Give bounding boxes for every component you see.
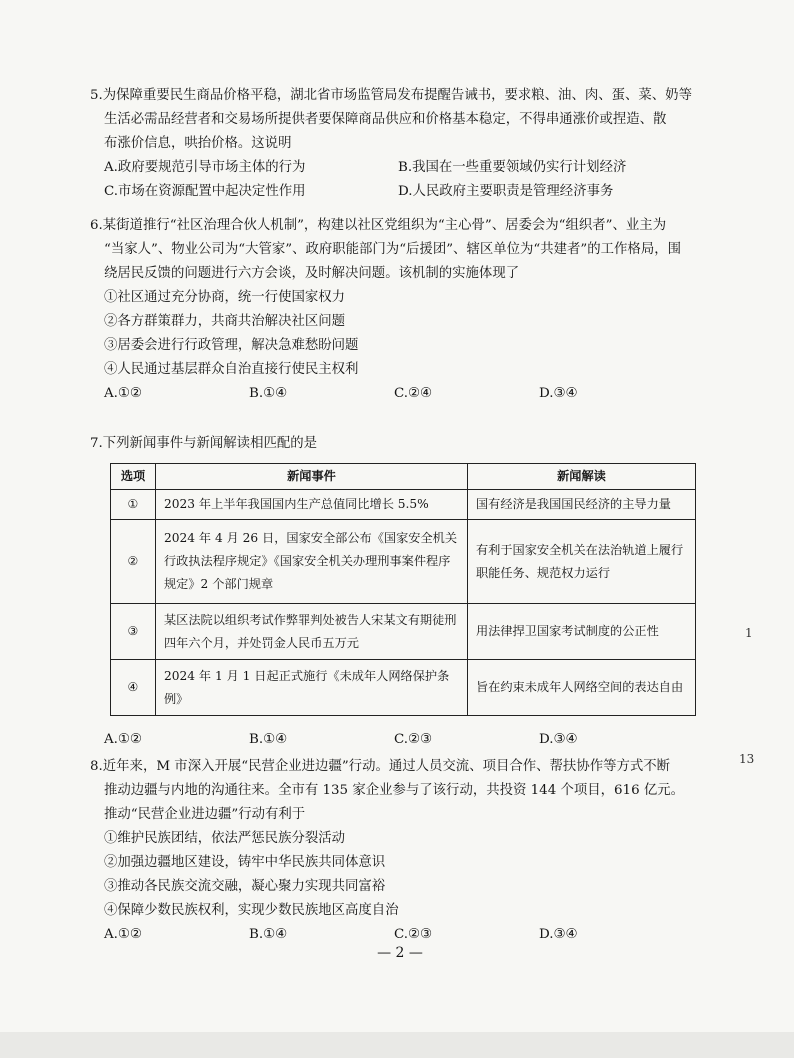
q5-options-row <box>90 156 692 180</box>
q6-option-a[interactable]: A.①② <box>104 386 142 401</box>
q5-option-a[interactable]: A.政府要规范引导市场主体的行为 <box>104 160 306 175</box>
q8-stem-line: 8.近年来，M 市深入开展“民营企业进边疆”行动。通过人员交流、项目合作、帮扶协作等方式不断 <box>90 759 671 774</box>
q8-options-row <box>90 923 692 947</box>
news-event-cell: 某区法院以组织考试作弊罪判处被告人宋某文有期徒刑四年六个月，并处罚金人民币五万元 <box>156 604 468 660</box>
news-event-cell: 2023 年上半年我国国内生产总值同比增长 5.5% <box>156 490 468 520</box>
q8-item-4: ④保障少数民族权利，实现少数民族地区高度自治 <box>104 903 399 918</box>
q8-option-c[interactable]: C.②③ <box>394 927 433 942</box>
row-number: ③ <box>111 604 156 660</box>
margin-mark: 13 <box>739 752 755 766</box>
q6-item-3: ③居委会进行行政管理，解决急难愁盼问题 <box>104 338 359 353</box>
row-number: ④ <box>111 660 156 716</box>
q6-stem-line: “当家人”、物业公司为“大管家”、政府职能部门为“后援团”、辖区单位为“共建者”的工作格局，围 <box>104 242 681 257</box>
news-reading-cell: 用法律捍卫国家考试制度的公正性 <box>468 604 696 660</box>
q8-stem-line: 推动“民营企业进边疆”行动有利于 <box>104 807 306 822</box>
q7-option-b[interactable]: B.①④ <box>249 732 288 747</box>
q5-stem-line: 5.为保障重要民生商品价格平稳，湖北省市场监管局发布提醒告诫书，要求粮、油、肉、蛋、菜、奶等 <box>90 88 692 103</box>
news-event-cell: 2024 年 4 月 26 日，国家安全部公布《国家安全机关行政执法程序规定》《国家安全机关办理刑事案件程序规定》2 个部门规章 <box>156 520 468 604</box>
q6-options-row <box>90 382 692 406</box>
q6-item-4: ④人民通过基层群众自治直接行使民主权利 <box>104 362 359 377</box>
news-reading-cell: 旨在约束未成年人网络空间的表达自由 <box>468 660 696 716</box>
q7-option-d[interactable]: D.③④ <box>539 732 578 747</box>
q5-options-row <box>90 180 692 204</box>
q6-stem-line: 绕居民反馈的问题进行六方会谈，及时解决问题。该机制的实施体现了 <box>104 266 520 281</box>
q5-option-b[interactable]: B.我国在一些重要领域仍实行计划经济 <box>398 160 627 175</box>
question-8 <box>90 755 692 947</box>
news-event-cell: 2024 年 1 月 1 日起正式施行《未成年人网络保护条例》 <box>156 660 468 716</box>
q5-option-c[interactable]: C.市场在资源配置中起决定性作用 <box>104 184 306 199</box>
q6-option-c[interactable]: C.②④ <box>394 386 433 401</box>
q5-stem-line: 布涨价信息，哄抬价格。这说明 <box>104 136 292 151</box>
table-row <box>111 520 696 604</box>
news-table <box>110 463 696 716</box>
question-5 <box>90 84 692 204</box>
q7-options <box>90 728 692 752</box>
question-6 <box>90 214 692 406</box>
q8-option-a[interactable]: A.①② <box>104 927 142 942</box>
table-row <box>111 604 696 660</box>
q7-options-row <box>90 728 692 752</box>
question-7 <box>90 432 692 456</box>
table-row <box>111 490 696 520</box>
header-news-reading: 新闻解读 <box>468 464 696 490</box>
q8-option-d[interactable]: D.③④ <box>539 927 578 942</box>
margin-mark: 1 <box>745 626 753 640</box>
q8-item-2: ②加强边疆地区建设，铸牢中华民族共同体意识 <box>104 855 386 870</box>
scan-edge <box>0 1032 794 1058</box>
q8-item-1: ①维护民族团结，依法严惩民族分裂活动 <box>104 831 346 846</box>
q5-option-d[interactable]: D.人民政府主要职责是管理经济事务 <box>398 184 614 199</box>
row-number: ① <box>111 490 156 520</box>
news-reading-cell: 有利于国家安全机关在法治轨道上履行职能任务、规范权力运行 <box>468 520 696 604</box>
q8-item-3: ③推动各民族交流交融，凝心聚力实现共同富裕 <box>104 879 386 894</box>
q6-option-b[interactable]: B.①④ <box>249 386 288 401</box>
page-number: — 2 — <box>377 945 423 961</box>
q8-option-b[interactable]: B.①④ <box>249 927 288 942</box>
table-row <box>111 660 696 716</box>
q7-option-c[interactable]: C.②③ <box>394 732 433 747</box>
row-number: ② <box>111 520 156 604</box>
q8-stem-line: 推动边疆与内地的沟通往来。全市有 135 家企业参与了该行动，共投资 144 个项目，616 亿元。 <box>104 783 685 798</box>
q6-stem-line: 6.某街道推行“社区治理合伙人机制”，构建以社区党组织为“主心骨”、居委会为“组织者”、业主为 <box>90 218 667 233</box>
q6-item-2: ②各方群策群力，共商共治解决社区问题 <box>104 314 346 329</box>
header-option: 选项 <box>111 464 156 490</box>
q7-stem: 7.下列新闻事件与新闻解读相匹配的是 <box>90 436 318 451</box>
news-table-header <box>111 464 696 490</box>
q6-item-1: ①社区通过充分协商，统一行使国家权力 <box>104 290 346 305</box>
q6-option-d[interactable]: D.③④ <box>539 386 578 401</box>
q5-stem-line: 生活必需品经营者和交易场所提供者要保障商品供应和价格基本稳定，不得串通涨价或捏造、散 <box>104 112 667 127</box>
q7-option-a[interactable]: A.①② <box>104 732 142 747</box>
news-reading-cell: 国有经济是我国国民经济的主导力量 <box>468 490 696 520</box>
header-news-event: 新闻事件 <box>156 464 468 490</box>
